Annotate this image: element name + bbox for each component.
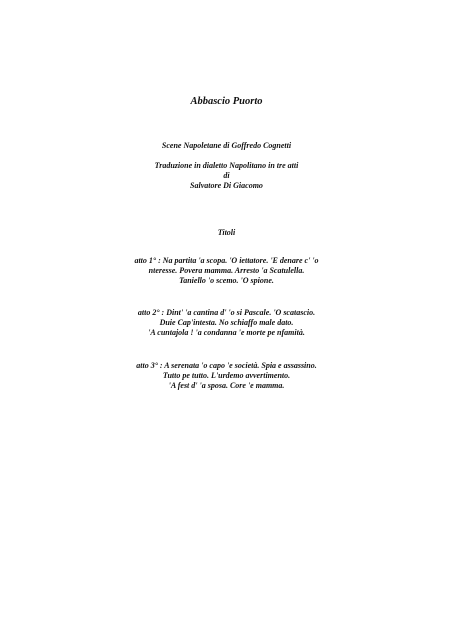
- act-2-line-2: Duie Cap'intesta. No schiaffo male dato.: [159, 318, 294, 327]
- act-3-summary: [0, 361, 453, 391]
- act-2-line-3: 'A cuntajola ! 'a condanna 'e morte pe nfamità.: [148, 328, 305, 337]
- act-1-line-1: atto 1° : Na partita 'a scopa. 'O iettatore. 'E denare c' 'o: [134, 256, 319, 265]
- act-2-line-1: atto 2° : Dint' 'a cantina d' 'o si Pascale. 'O scatascio.: [137, 308, 316, 317]
- act-2-summary: [0, 308, 453, 338]
- translation-credit: [0, 161, 453, 191]
- titoli-heading: [0, 228, 453, 238]
- act-1-line-2: nteresse. Povera mamma. Arresto 'a Scatulella.: [148, 266, 305, 275]
- act-3-line-2: Tutto pe tutto. L'urdemo avvertimento.: [162, 371, 291, 380]
- act-3-line-1: atto 3° : A serenata 'o capo 'e società. Spia e assassino.: [136, 361, 317, 370]
- author-text: Scene Napoletane di Goffredo Cognetti: [161, 141, 292, 150]
- translation-line-2: di: [223, 171, 230, 180]
- act-1-line-3: Taniello 'o scemo. 'O spione.: [179, 276, 274, 285]
- document-title: Abbascio Puorto: [190, 96, 263, 107]
- author-line: [0, 141, 453, 151]
- translation-line-3: Salvatore Di Giacomo: [190, 181, 263, 190]
- titoli-heading-text: Titoli: [217, 228, 236, 237]
- act-1-summary: [0, 256, 453, 286]
- act-3-line-3: 'A fest d' 'a sposa. Core 'e mamma.: [168, 381, 285, 390]
- translation-line-1: Traduzione in dialetto Napolitano in tre atti: [154, 161, 299, 170]
